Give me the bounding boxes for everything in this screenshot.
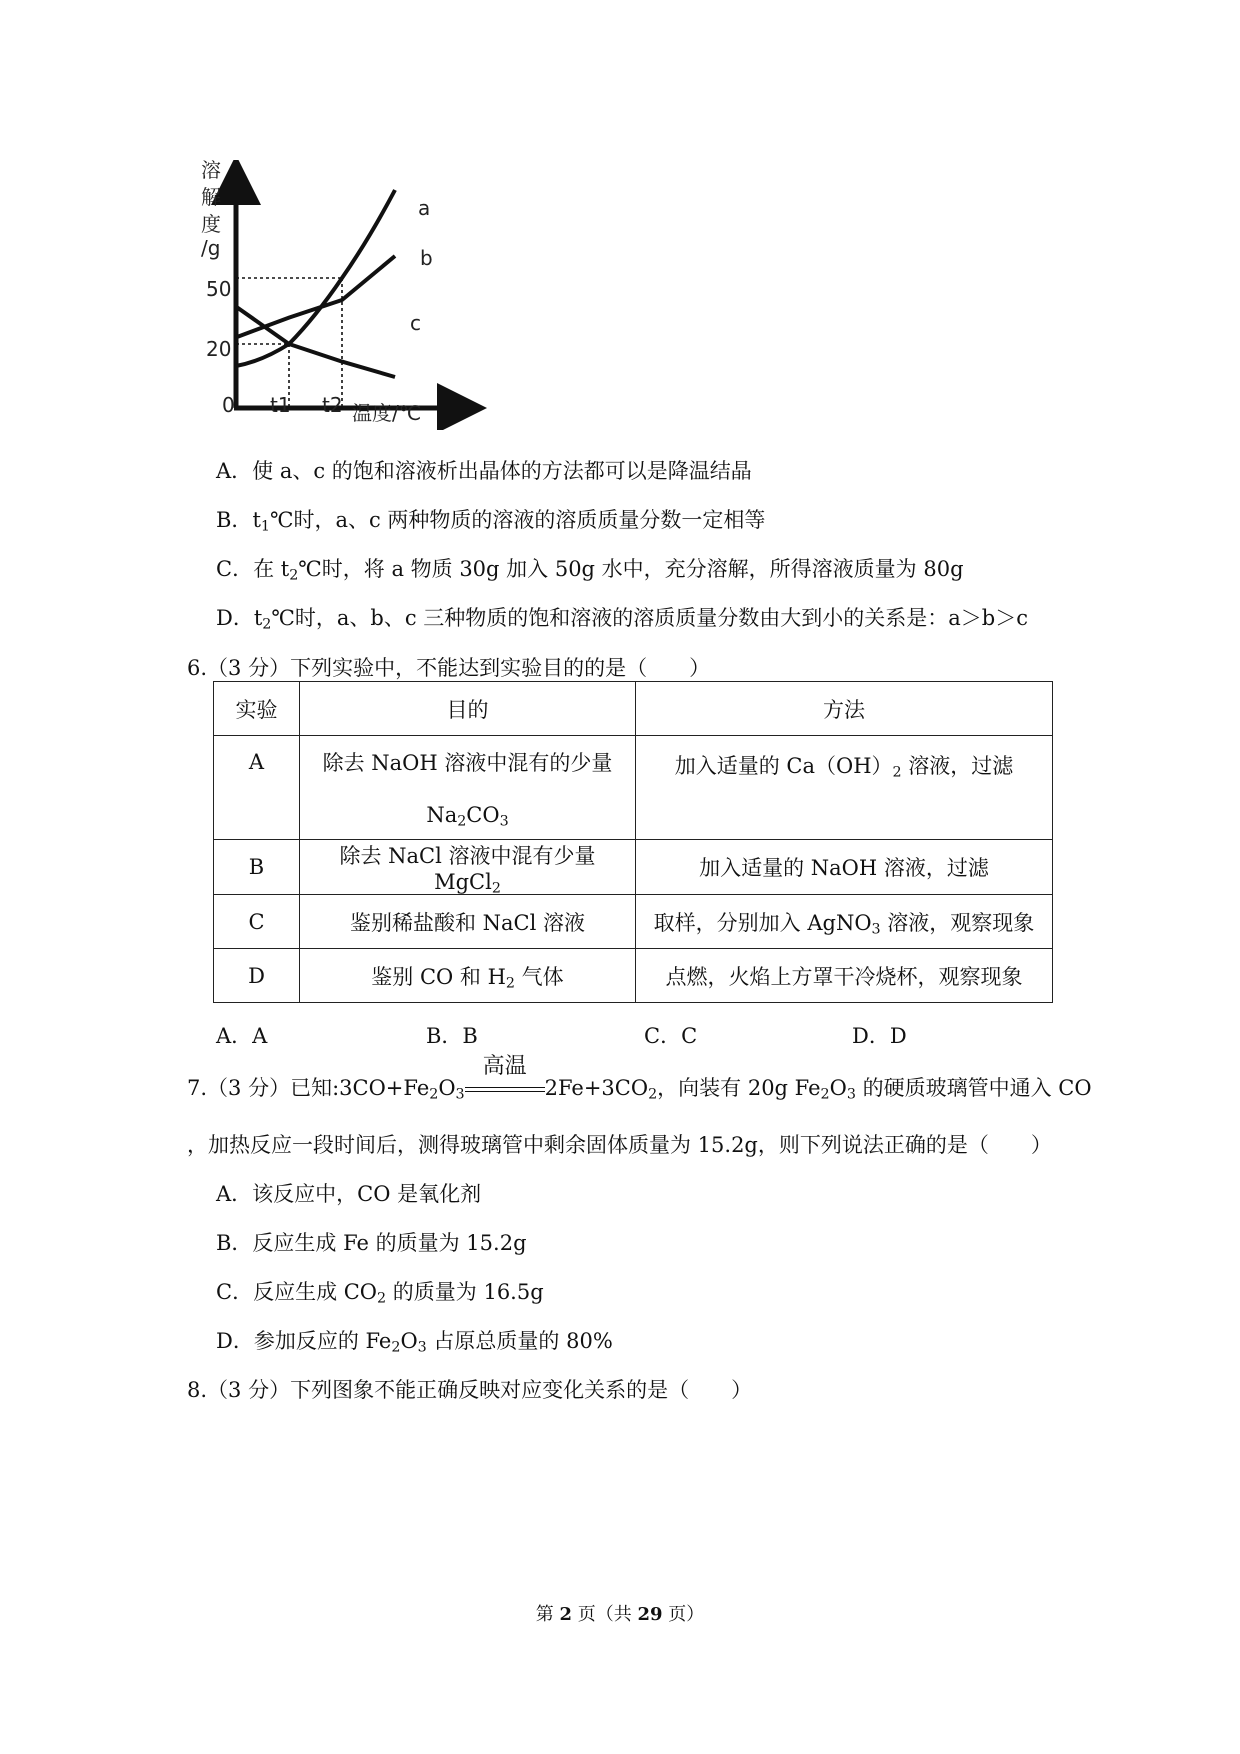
q6-row-a-method-sub: 2 [892, 764, 902, 781]
x-tick-t1: t1 [270, 393, 291, 417]
q5-option-a[interactable] [216, 455, 752, 485]
q6-header-exp: 实验 [214, 682, 300, 736]
q7-eq-left-sub1: 2 [429, 1086, 439, 1103]
q7-eq-left1: 3CO+Fe [339, 1076, 430, 1100]
q5-option-d-text: ℃时，a、b、c 三种物质的饱和溶液的溶质质量分数由大到小的关系是：a＞b＞c [271, 606, 1028, 630]
q5-option-b[interactable] [216, 504, 765, 534]
q5-option-b-text: ℃时，a、c 两种物质的溶液的溶质质量分数一定相等 [269, 508, 766, 532]
q6-row-b-goal-sub: 2 [491, 880, 501, 897]
q5-option-a-letter: A． [216, 459, 253, 483]
q6-row-d-goal-sub: 2 [505, 975, 515, 992]
q7-option-c-1: C．反应生成 CO [216, 1280, 378, 1304]
q6-row-c-goal: 鉴别稀盐酸和 NaCl 溶液 [300, 895, 636, 949]
q7-option-a[interactable]: A．该反应中，CO 是氧化剂 [216, 1182, 482, 1206]
q7-option-d-2: O [400, 1329, 418, 1353]
q6-row-b-goal [300, 840, 636, 895]
q8-stem: 8.（3 分）下列图象不能正确反映对应变化关系的是（ ） [187, 1378, 753, 1402]
solubility-chart-svg [200, 160, 500, 430]
q6-answer-d[interactable]: D．D [852, 1024, 907, 1048]
x-axis-label: 温度/℃ [352, 401, 422, 425]
q7-eq-right1: 2Fe+3CO [544, 1076, 649, 1100]
q7-stem-line2: ，加热反应一段时间后，测得玻璃管中剩余固体质量为 15.2g，则下列说法正确的是（ ） [187, 1133, 1052, 1157]
series-label-a: a [418, 196, 431, 220]
q7-option-b[interactable]: B．反应生成 Fe 的质量为 15.2g [216, 1231, 527, 1255]
q5-option-d-t: t [253, 606, 263, 630]
q7-option-d-3: 占原总质量的 80% [426, 1329, 613, 1353]
footer-post: 页） [662, 1604, 705, 1625]
footer-page-number: 2 [559, 1604, 572, 1625]
footer-pre: 第 [535, 1604, 560, 1625]
q5-option-c-sub: 2 [289, 567, 299, 584]
y-axis-label-char-2: 解 [201, 185, 221, 209]
q6-row-a [214, 736, 1053, 840]
q6-row-a-method-2: 溶液，过滤 [901, 754, 1014, 778]
q7-option-d-sub1: 2 [391, 1339, 401, 1356]
q7-eq-left-sub2: 3 [455, 1086, 465, 1103]
q5-option-b-sub: 1 [260, 518, 270, 535]
equation-double-line [465, 1087, 545, 1092]
q5-option-a-text: 使 a、c 的饱和溶液析出晶体的方法都可以是降温结晶 [252, 459, 752, 483]
x-tick-t2: t2 [322, 393, 343, 417]
y-tick-50: 50 [206, 277, 232, 301]
reaction-condition [465, 1053, 545, 1101]
solubility-chart [200, 160, 500, 430]
q6-row-c [214, 895, 1053, 949]
q6-na: Na [426, 803, 458, 827]
q6-answer-a[interactable]: A．A [216, 1024, 268, 1048]
q7-eq-left2: O [438, 1076, 456, 1100]
q6-row-a-goal-line2 [306, 802, 629, 828]
q5-option-d-sub: 2 [262, 616, 272, 633]
q7-option-c-sub: 2 [377, 1290, 387, 1307]
q6-na-sub: 2 [457, 813, 467, 830]
q6-row-b-exp: B [214, 840, 300, 895]
q7-option-d-sub2: 3 [417, 1339, 427, 1356]
q6-row-a-goal [300, 736, 636, 840]
q6-row-c-method [636, 895, 1053, 949]
q6-row-c-method-1: 取样，分别加入 AgNO [653, 910, 872, 935]
q7-after-sub1: 2 [820, 1086, 830, 1103]
y-axis-label-char-1: 溶 [201, 158, 221, 182]
q6-row-a-method [636, 736, 1053, 840]
q6-row-a-goal-line1: 除去 NaOH 溶液中混有的少量 [322, 751, 613, 775]
q7-stem-line1 [187, 1053, 1092, 1103]
q5-option-b-t: t [252, 508, 261, 532]
q6-row-a-exp: A [214, 736, 300, 840]
q7-after-sub2: 3 [846, 1086, 856, 1103]
q5-option-d-letter: D． [216, 606, 254, 630]
q6-stem: 6.（3 分）下列实验中，不能达到实验目的的是（ ） [187, 656, 711, 680]
q5-option-c[interactable] [216, 553, 964, 583]
q7-after1: ，向装有 20g Fe [657, 1076, 821, 1100]
footer-total-pages: 29 [637, 1604, 663, 1625]
q6-header-method: 方法 [636, 682, 1053, 736]
q6-row-b-goal-1: 除去 NaCl 溶液中混有少量 MgCl [339, 844, 596, 894]
q7-option-d[interactable] [216, 1325, 613, 1355]
q6-row-c-method-2: 溶液，观察现象 [880, 910, 1035, 935]
q6-row-d-goal-1: 鉴别 CO 和 H [371, 964, 506, 989]
q5-option-c-text2: ℃时，将 a 物质 30g 加入 50g 水中，充分溶解，所得溶液质量为 80g [298, 557, 964, 581]
q6-row-d-method: 点燃，火焰上方罩干冷烧杯，观察现象 [636, 949, 1053, 1003]
q6-header-goal: 目的 [300, 682, 636, 736]
q6-row-d-exp: D [214, 949, 300, 1003]
y-tick-20: 20 [206, 337, 232, 361]
y-axis-label-char-4: /g [201, 236, 221, 260]
page-footer [0, 1600, 1240, 1626]
q7-option-c[interactable] [216, 1276, 544, 1306]
q7-option-c-2: 的质量为 16.5g [386, 1280, 544, 1304]
q6-co-sub: 3 [499, 813, 509, 830]
q6-row-d [214, 949, 1053, 1003]
series-label-c: c [410, 311, 421, 335]
q6-table-header [214, 682, 1053, 736]
q6-row-c-exp: C [214, 895, 300, 949]
q6-row-d-goal-2: 气体 [515, 964, 564, 989]
q6-answer-c[interactable]: C．C [644, 1024, 698, 1048]
q6-answer-b[interactable]: B．B [426, 1024, 478, 1048]
condition-label: 高温 [482, 1053, 527, 1079]
q6-row-b [214, 840, 1053, 895]
footer-mid: 页（共 [572, 1604, 638, 1625]
q5-option-d[interactable] [216, 602, 1028, 632]
q5-option-c-text1: 在 t [253, 557, 290, 581]
q7-option-d-1: D．参加反应的 Fe [216, 1329, 392, 1353]
q6-table [213, 681, 1053, 1003]
y-axis-label-char-3: 度 [201, 212, 221, 236]
q6-row-a-method-1: 加入适量的 Ca（OH） [674, 754, 893, 778]
q6-co: CO [466, 803, 500, 827]
q7-after2: O [829, 1076, 847, 1100]
q6-row-d-goal [300, 949, 636, 1003]
q5-option-b-letter: B． [216, 508, 253, 532]
origin-label: 0 [222, 393, 235, 417]
q6-row-c-method-sub: 3 [871, 921, 881, 938]
series-label-b: b [420, 246, 433, 270]
q7-after3: 的硬质玻璃管中通入 CO [855, 1076, 1092, 1100]
q6-row-b-method: 加入适量的 NaOH 溶液，过滤 [636, 840, 1053, 895]
q5-option-c-letter: C． [216, 557, 254, 581]
q7-eq-right-sub: 2 [648, 1086, 658, 1103]
q7-num: 7.（3 分）已知: [187, 1076, 340, 1100]
